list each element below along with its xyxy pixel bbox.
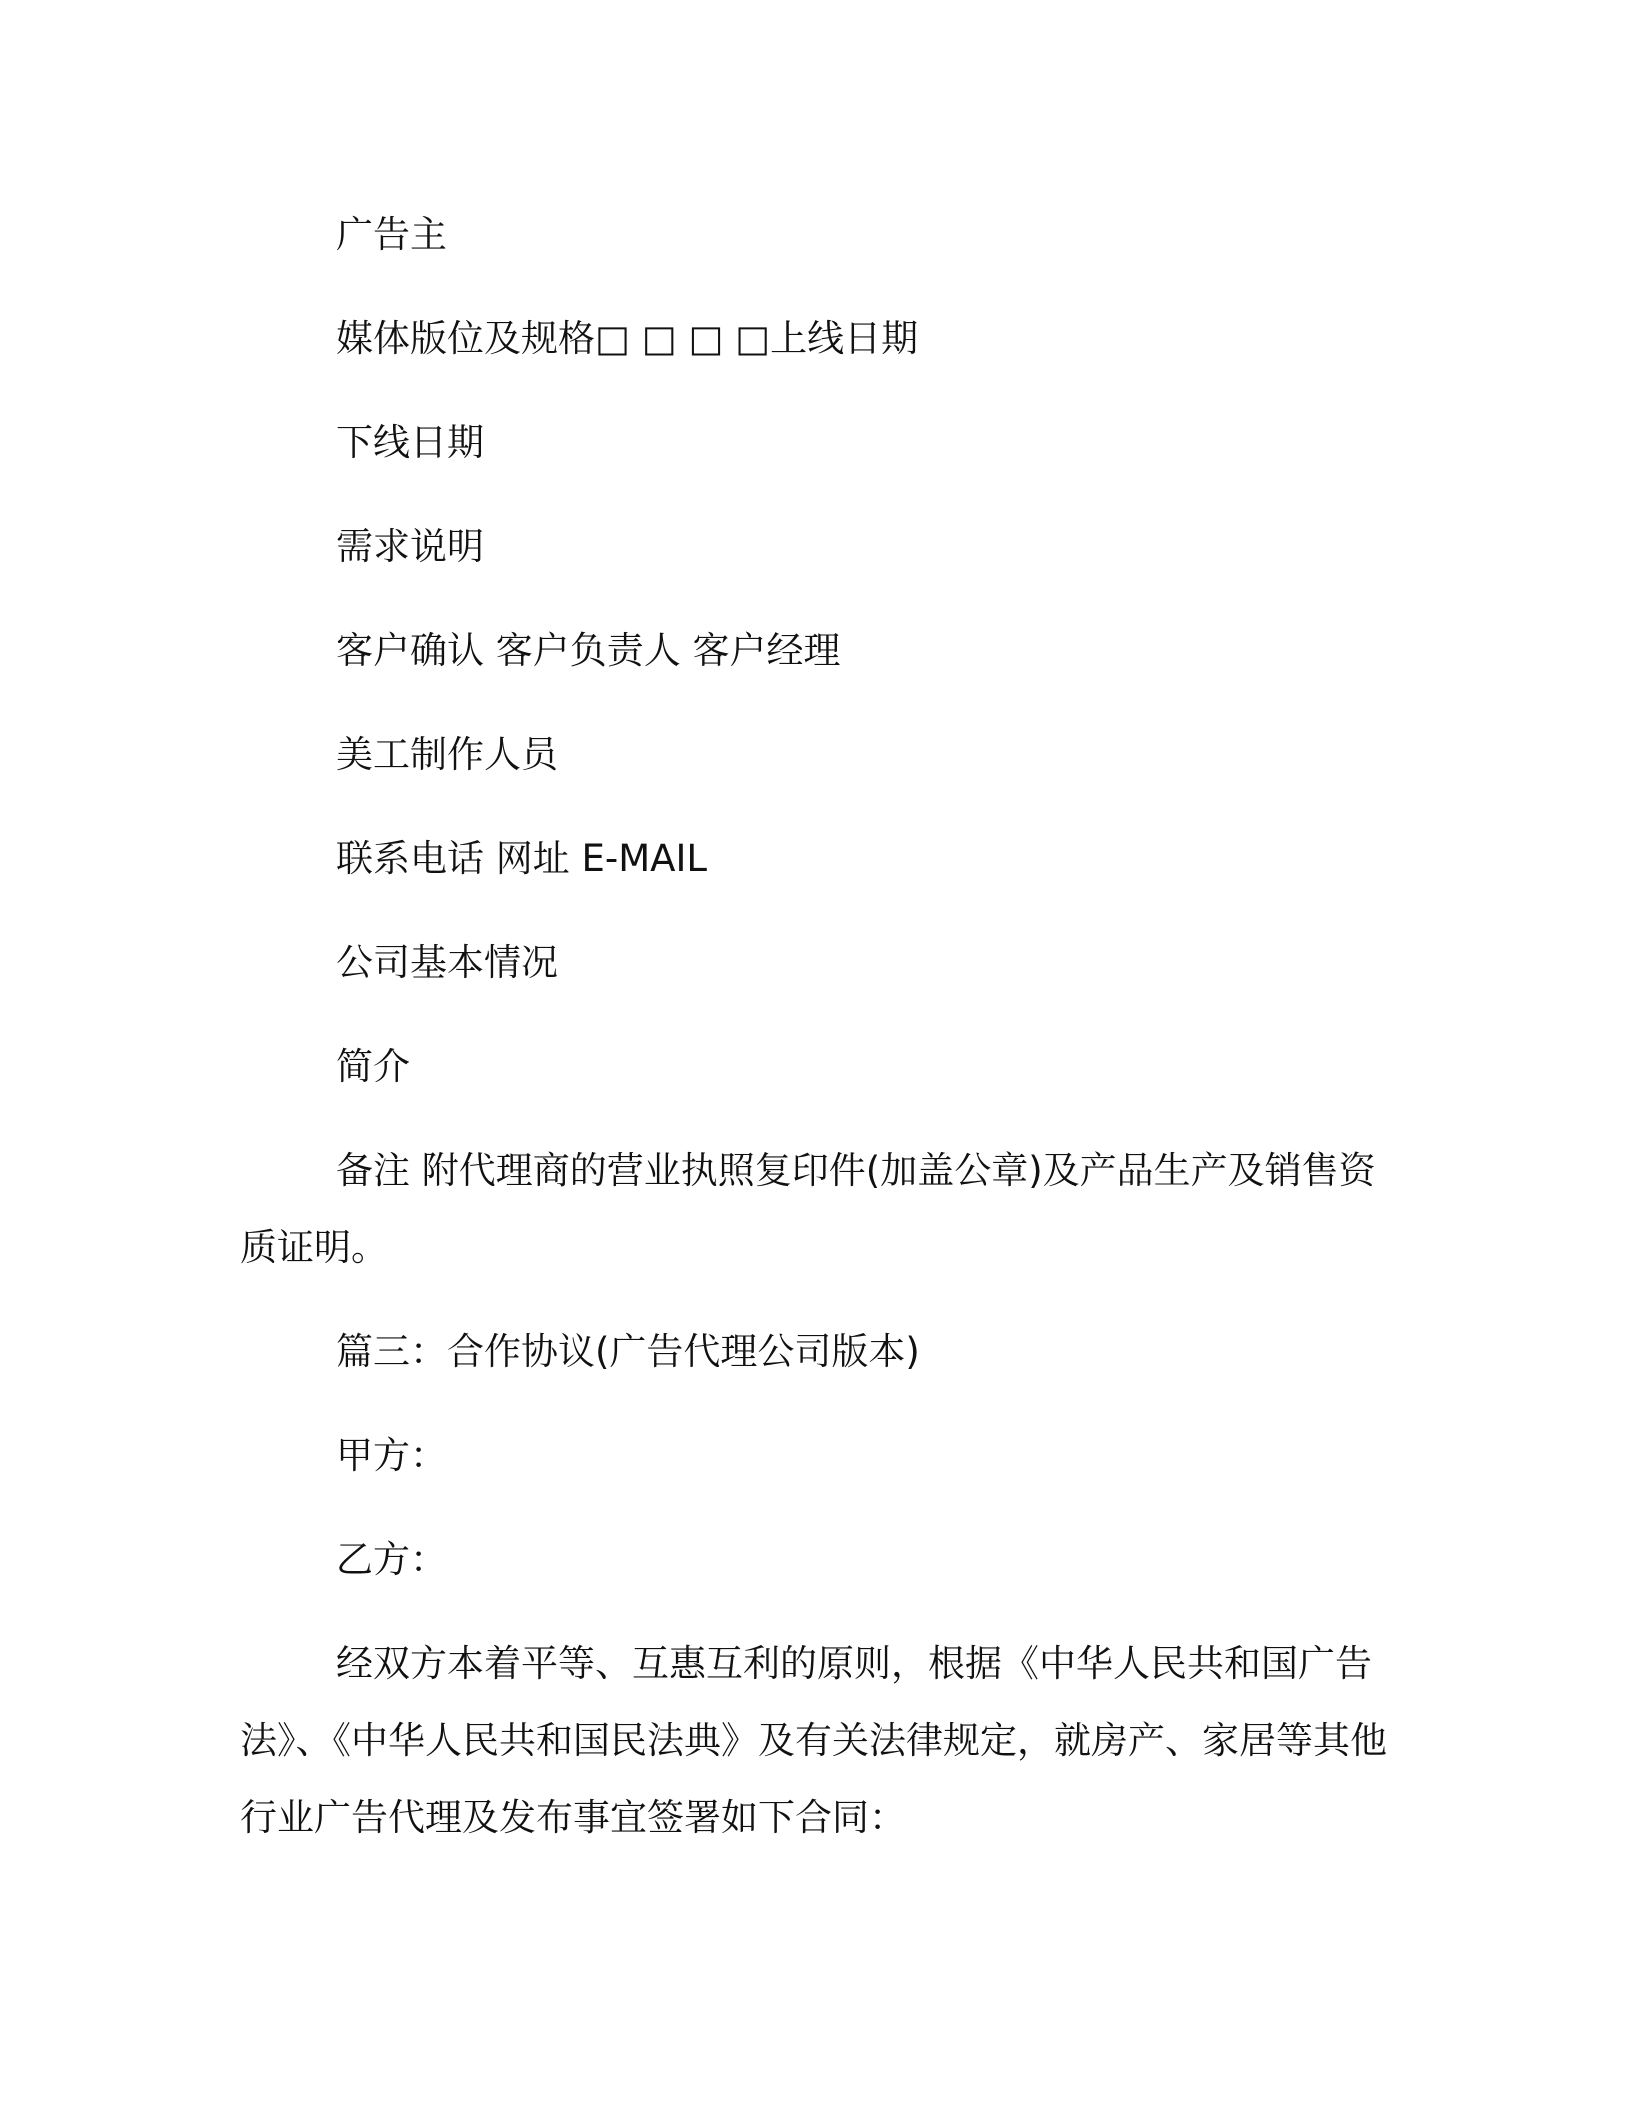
paragraph-contact: 联系电话 网址 E-MAIL [336, 837, 708, 880]
paragraph-company-info: 公司基本情况 [336, 941, 558, 984]
paragraph-party-a: 甲方： [336, 1434, 447, 1477]
document-body [240, 196, 1388, 1883]
paragraph-media-placement: 媒体版位及规格□ □ □ □上线日期 [336, 317, 919, 360]
paragraph-advertiser: 广告主 [336, 213, 447, 256]
paragraph-section-three-title: 篇三：合作协议(广告代理公司版本) [336, 1330, 920, 1373]
paragraph-party-b: 乙方： [336, 1538, 447, 1581]
paragraph-requirements: 需求说明 [336, 525, 484, 568]
paragraph-agreement-preamble: 经双方本着平等、互惠互利的原则，根据《中华人民共和国广告法》、《中华人民共和国民法典》及有关法律规定，就房产、家居等其他行业广告代理及发布事宜签署如下合同： [240, 1642, 1387, 1839]
paragraph-intro: 简介 [336, 1045, 410, 1088]
paragraph-designer: 美工制作人员 [336, 733, 558, 776]
paragraph-offline-date: 下线日期 [336, 421, 484, 464]
paragraph-remarks: 备注 附代理商的营业执照复印件(加盖公章)及产品生产及销售资质证明。 [240, 1149, 1376, 1269]
paragraph-client-confirm: 客户确认 客户负责人 客户经理 [336, 629, 841, 672]
